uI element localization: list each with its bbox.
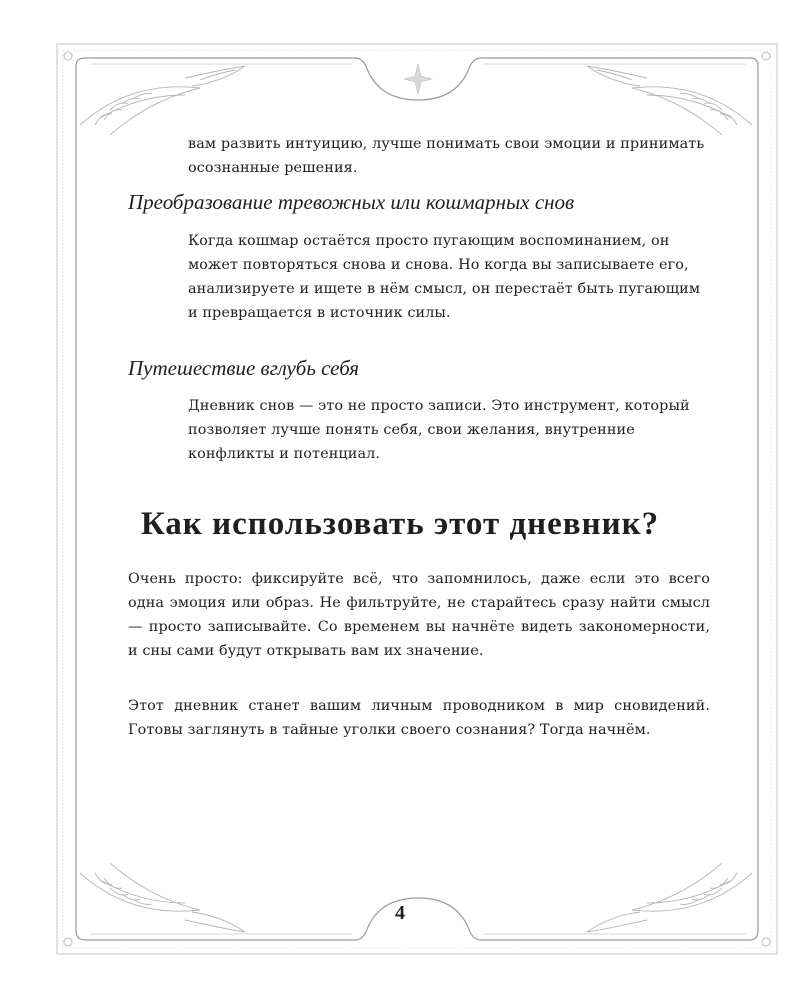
- continuation-text: вам развить интуицию, лучше понимать свои эмоции и принимать осознанные решения.: [188, 136, 705, 176]
- section-body-journey: Дневник снов — это не просто записи. Это инструмент, который позволяет лучше понять себя, свои желания, внутренние конфликты и потенциал.: [188, 398, 690, 462]
- body-paragraph-2: Этот дневник станет вашим личным проводником в мир сновидений. Готовы заглянуть в тайные уголки своего сознания? Тогда начнём.: [128, 698, 710, 738]
- body-paragraph-1: Очень просто: фиксируйте всё, что запомнилось, даже если это всего одна эмоция или образ. Не фильтруйте, не старайтесь сразу найти смысл — просто записывайте. Со временем вы начнёте видеть закономерности, и сны сами будут открывать вам их значение.: [128, 571, 710, 659]
- section-body-nightmares: Когда кошмар остаётся просто пугающим воспоминанием, он может повторяться снова и снова. Но когда вы записываете его, анализируете и ищете в нём смысл, он перестаёт быть пугающим и превращается в источник силы.: [188, 233, 701, 321]
- page-heading: Как использовать этот дневник?: [140, 506, 660, 542]
- section-title-journey: Путешествие вглубь себя: [128, 356, 360, 380]
- section-title-nightmares: Преобразование тревожных или кошмарных снов: [128, 190, 575, 214]
- page-number: 4: [395, 902, 405, 924]
